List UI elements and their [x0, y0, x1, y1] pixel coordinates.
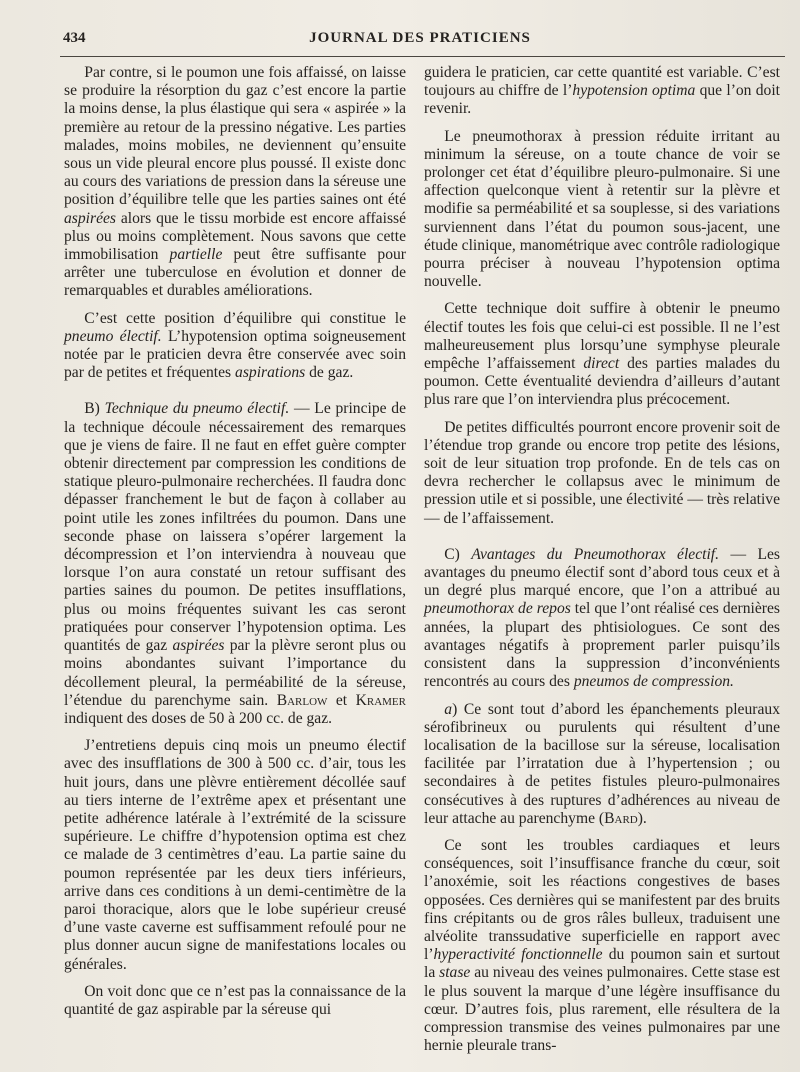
- section-title: Technique du pneumo électif.: [104, 400, 290, 418]
- left-column: [64, 64, 406, 1019]
- paragraph: Ce sont les troubles cardiaques et leurs conséquences, soit l’insuffisance franche du cœur, soit l’anoxémie, soit les réactions congestives de bases opposées. Ces dernières qui se manifestent par des bruits fins crépitants ou de gros râles bulleux, traduisent une alvéolite transsudative superficielle en rapport avec l’hyperactivité fonctionnelle du poumon sain et surtout la stase au niveau des veines pulmonaires. Cette stase est le plus souvent la marque d’une légère insuffisance du cœur. D’autres fois, plus rarement, elle résultera de la compression transmise des veines pulmonaires par une hernie pleurale trans-: [424, 836, 780, 1055]
- paragraph: a) Ce sont tout d’abord les épanchements pleuraux sérofibrineux ou purulents qui résultent d’une localisation de la bacillose sur la séreuse, localisation facilitée par l’irratation due à l’hypertension ; ou secondaires à de petites fistules pleuro-pulmonaires consécutives à des ruptures d’adhérences au niveau de leur attache au parenchyme (Bard).: [424, 700, 780, 827]
- paragraph: On voit donc que ce n’est pas la connaissance de la quantité de gaz aspirable par la séreuse qui: [64, 982, 406, 1018]
- header-rule: [60, 56, 785, 57]
- paragraph: C’est cette position d’équilibre qui constitue le pneumo électif. L’hypotension optima soigneusement notée par le praticien devra être conservée avec soin par de petites et fréquentes aspirations de gaz.: [64, 309, 407, 382]
- section-avantages: C) Avantages du Pneumothorax électif. — Les avantages du pneumo électif sont d’abord tous ceux et à un degré plus marqué encore, que l’on a attribué au pneumothorax de repos tel que l’ont réalisé ces dernières années, la plupart des phtisiologues. Ce sont des avantages négatifs à proprement parler puisqu’ils consistent dans la suppression d’inconvénients rencontrés au cours des pneumos de compression.: [424, 545, 780, 691]
- page-header: [55, 30, 785, 52]
- section-technique: B) Technique du pneumo électif. — Le principe de la technique découle nécessairement des remarques que je viens de faire. Il ne faut en effet guère compter obtenir directement par compression les conditions de statique pleuro-pulmonaire recherchées. Il faudra donc dépasser franchement le but de façon à collaber au point utile les zones infiltrées du poumon. Dans une seconde phase on laissera s’opérer largement la décompression et l’on interviendra à nouveau que lorsque l’on aura constaté un retour suffisant des parties saines du poumon. De petites insufflations, plus ou moins fréquentes suivant les cas seront pratiquées pour conserver l’hypotension optima. Les quantités de gaz aspirées par la plèvre seront plus ou moins abondantes suivant l’importance du décollement pleural, la perméabilité de la séreuse, l’étendue du parenchyme sain. Barlow et Kramer indiquent des doses de 50 à 200 cc. de gaz.: [64, 400, 406, 727]
- paragraph: guidera le praticien, car cette quantité est variable. C’est toujours au chiffre de l’hypotension optima que l’on doit revenir.: [424, 64, 781, 118]
- section-title: Avantages du Pneumothorax électif.: [471, 545, 720, 563]
- paragraph: Le pneumothorax à pression réduite irritant au minimum la séreuse, on a toute chance de voir se prolonger cet état d’équilibre pleuro-pulmonaire. Si une affection quelconque vient à retentir sur la plèvre et modifie sa perméabilité et sa souplesse, si des variations surviennent dans l’état du poumon sous-jacent, une étude clinique, manométrique avec contrôle radiologique pourra préciser à nouveau l’hypotension optima nouvelle.: [424, 127, 780, 291]
- paragraph: Cette technique doit suffire à obtenir le pneumo électif toutes les fois que celui-ci est possible. Il ne l’est malheureusement plus lorsqu’une symphyse pleurale empêche l’affaissement direct des parties malades du poumon. Cette éventualité deviendra d’ailleurs d’autant plus rare que l’on interviendra plus précocement.: [424, 300, 780, 409]
- page-number: 434: [63, 30, 86, 46]
- right-column: [424, 64, 780, 1055]
- journal-title: JOURNAL DES PRATICIENS: [309, 30, 531, 46]
- paragraph: J’entretiens depuis cinq mois un pneumo électif avec des insufflations de 300 à 500 cc. d’air, tous les huit jours, dans une plèvre entièrement décollée sauf au tiers interne de l’extrême apex et présentant une petite adhérence latérale à l’extrémité de la scissure supérieure. Le chiffre d’hypotension optima est chez ce malade de 3 centimètres d’eau. La partie saine du poumon représentée par les deux tiers inférieurs, arrive dans ces conditions à un demi-centimètre de la paroi thoracique, alors que le lobe supérieur creusé d’une vaste caverne est suffisamment refoulé pour ne plus donner aucun signe de manifestations locales ou générales.: [64, 737, 406, 973]
- paragraph: De petites difficultés pourront encore provenir soit de l’étendue trop grande ou encore trop petite des lésions, soit de leur situation trop profonde. En de tels cas on devra rechercher le collapsus avec le minimum de pression utile et si possible, une électivité — très relative — de l’affaissement.: [424, 418, 780, 527]
- paragraph: Par contre, si le poumon une fois affaissé, on laisse se produire la résorption du gaz c’est encore la partie la moins dense, la plus élastique qui sera « aspirée » la première au retour de la pressino négative. Les parties malades, moins mobiles, ne deviennent qu’ensuite sous un vide pleural encore plus poussé. Il existe donc au cours des variations de pression dans la séreuse une position d’équilibre telle que les parties saines ont été aspirées alors que le tissu morbide est encore affaissé plus ou moins complètement. Nous savons que cette immobilisation partielle peut être suffisante pour arrêter une tuberculose en évolution et donner de remarquables et durables améliorations.: [64, 64, 406, 300]
